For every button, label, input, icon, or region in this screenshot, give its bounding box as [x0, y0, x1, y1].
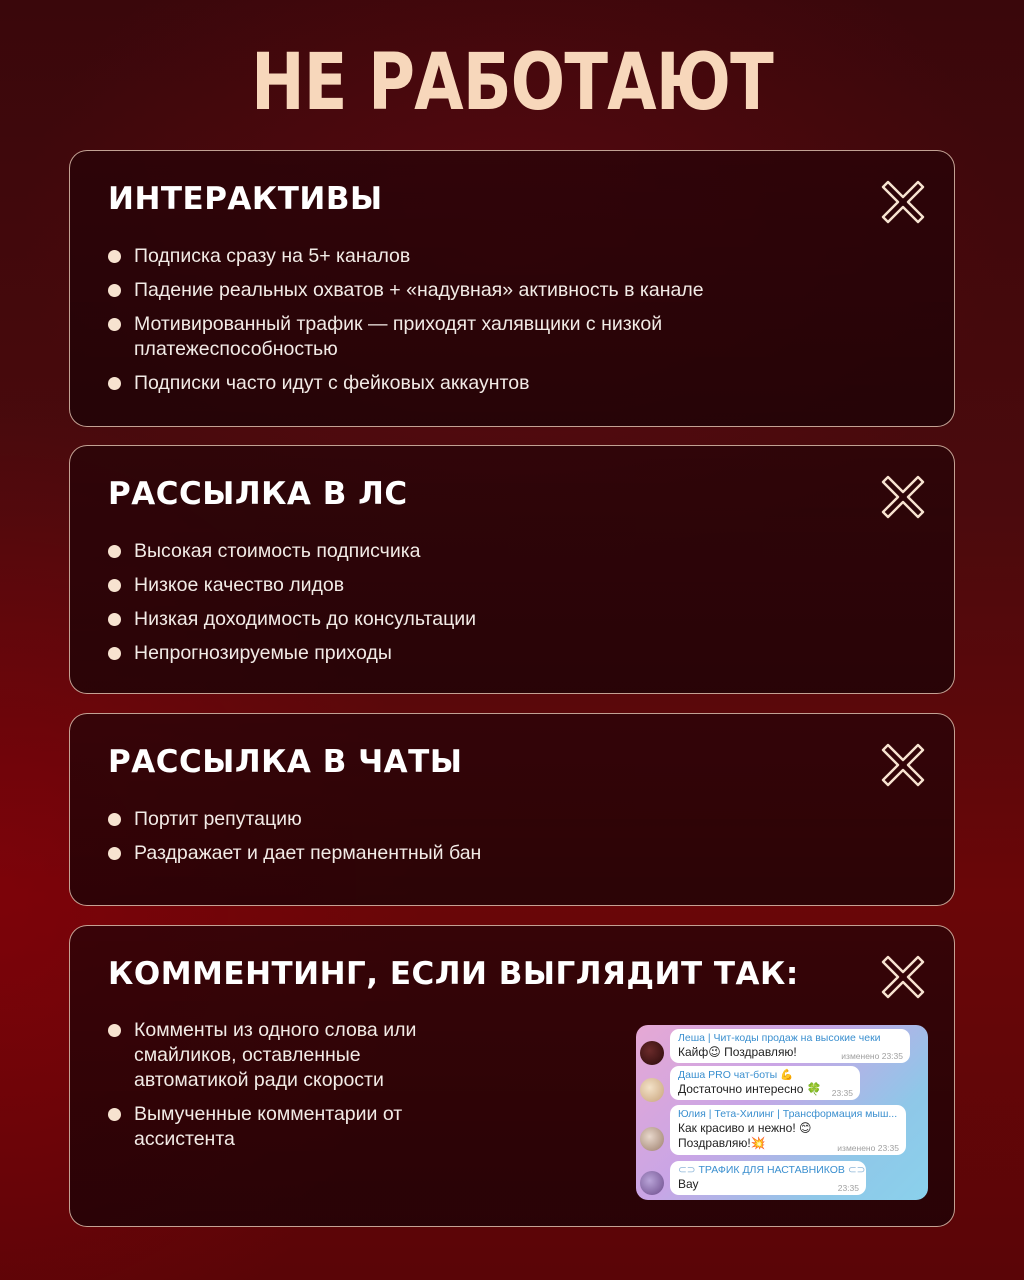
chat-bubble — [670, 1029, 910, 1063]
paperclip-icon: ⊂⊃ — [678, 1164, 699, 1176]
bullet-dot — [108, 1108, 121, 1121]
card-title: РАССЫЛКА В ЧАТЫ — [108, 744, 463, 780]
list-item: Непрогнозируемые приходы — [108, 641, 476, 666]
bullet-dot — [108, 1024, 121, 1037]
bullet-list — [108, 1018, 468, 1161]
card-chat-mailing — [69, 713, 955, 906]
close-x-icon — [880, 742, 926, 788]
bullet-dot — [108, 284, 121, 297]
chat-sender: Даша PRO чат-боты 💪 — [678, 1069, 794, 1081]
chat-bubble — [670, 1105, 906, 1155]
list-item: Вымученные комментарии от ассистента — [108, 1102, 468, 1152]
bullet-dot — [108, 250, 121, 263]
bullet-dot — [108, 647, 121, 660]
list-item: Подписки часто идут с фейковых аккаунтов — [108, 371, 794, 396]
chat-sender: Юлия | Тета-Хилинг | Трансформация мыш... — [678, 1108, 898, 1120]
chat-time: 23:35 — [837, 1183, 859, 1193]
chat-time: 23:35 — [831, 1088, 853, 1098]
list-item: Падение реальных охватов + «надувная» активность в канале — [108, 278, 794, 303]
card-commenting — [69, 925, 955, 1227]
avatar — [640, 1127, 664, 1151]
list-item: Раздражает и дает перманентный бан — [108, 841, 481, 866]
list-item: Низкое качество лидов — [108, 573, 476, 598]
list-item: Низкая доходимость до консультации — [108, 607, 476, 632]
bullet-dot — [108, 813, 121, 826]
card-dm-mailing — [69, 445, 955, 694]
bullet-dot — [108, 318, 121, 331]
avatar — [640, 1041, 664, 1065]
bullet-list — [108, 807, 481, 875]
bullet-list — [108, 244, 794, 405]
list-item: Подписка сразу на 5+ каналов — [108, 244, 794, 269]
chat-sender: Леша | Чит-коды продаж на высокие чеки — [678, 1032, 881, 1044]
paperclip-icon: ⊂⊃ — [844, 1164, 866, 1176]
list-item: Портит репутацию — [108, 807, 481, 832]
list-item: Высокая стоимость подписчика — [108, 539, 476, 564]
chat-bubble — [670, 1066, 860, 1100]
chat-time: изменено 23:35 — [841, 1051, 903, 1061]
bullet-list — [108, 539, 476, 675]
bullet-dot — [108, 613, 121, 626]
chat-text: Поздравляю!💥 — [678, 1136, 766, 1150]
card-title: КОММЕНТИНГ, ЕСЛИ ВЫГЛЯДИТ ТАК: — [108, 956, 799, 992]
chat-bubble — [670, 1161, 866, 1195]
chat-text: Достаточно интересно 🍀 — [678, 1082, 822, 1096]
card-title: РАССЫЛКА В ЛС — [108, 476, 408, 512]
avatar — [640, 1171, 664, 1195]
list-item: Мотивированный трафик — приходят халявщики с низкой платежеспособностью — [108, 312, 794, 362]
chat-text: Вау — [678, 1177, 699, 1191]
list-item: Комменты из одного слова или смайликов, оставленные автоматикой ради скорости — [108, 1018, 468, 1093]
chat-sender: ⊂⊃ ТРАФИК ДЛЯ НАСТАВНИКОВ ⊂⊃ — [678, 1164, 866, 1176]
close-x-icon — [880, 179, 926, 225]
chat-text: Кайф😉 Поздравляю! — [678, 1045, 797, 1059]
page-title: НЕ РАБОТАЮТ — [251, 38, 773, 128]
bullet-dot — [108, 579, 121, 592]
close-x-icon — [880, 954, 926, 1000]
chat-screenshot-example — [636, 1025, 928, 1200]
bullet-dot — [108, 377, 121, 390]
chat-time: изменено 23:35 — [837, 1143, 899, 1153]
card-interactives — [69, 150, 955, 427]
bullet-dot — [108, 847, 121, 860]
avatar — [640, 1078, 664, 1102]
close-x-icon — [880, 474, 926, 520]
card-title: ИНТЕРАКТИВЫ — [108, 181, 383, 217]
bullet-dot — [108, 545, 121, 558]
chat-text: Как красиво и нежно! 😊 — [678, 1121, 812, 1135]
